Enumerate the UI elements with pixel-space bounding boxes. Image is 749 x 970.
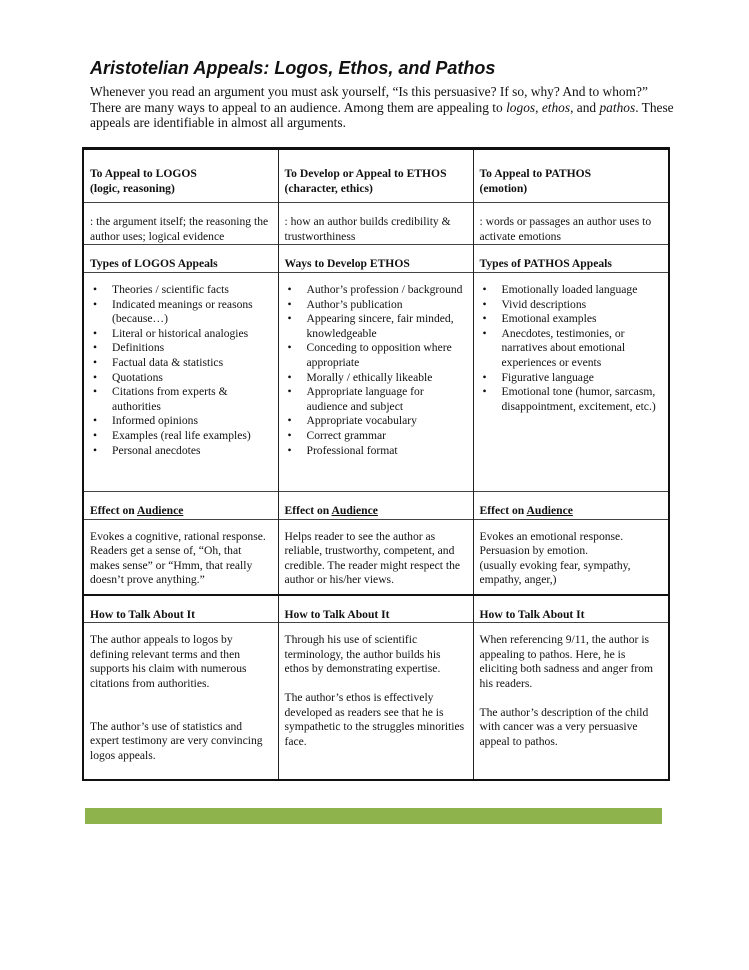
bullet-icon: •: [93, 370, 98, 384]
bullet-icon: •: [93, 297, 98, 311]
list-item-text: Vivid descriptions: [501, 297, 587, 311]
header-title: To Appeal to LOGOS: [90, 167, 197, 180]
talk-example-1: Through his use of scientific terminology, the author builds his ethos by demonstrating expertise.: [284, 633, 441, 676]
list-item-text: Morally / ethically likeable: [306, 370, 433, 384]
effect-text-pathos: Evokes an emotional response. Persuasion by emotion. (usually evoking fear, sympathy, empathy, anger,): [473, 519, 669, 595]
ethos-types-list: [285, 283, 467, 458]
types-list-cell-logos: [83, 272, 278, 491]
list-item-text: Literal or historical analogies: [112, 326, 249, 340]
bullet-icon: •: [482, 297, 487, 311]
bullet-icon: •: [287, 341, 292, 355]
effect-heading-prefix: Effect on: [90, 503, 138, 517]
list-item: [480, 312, 663, 327]
list-item-text: Emotionally loaded language: [501, 282, 638, 296]
list-item: [90, 356, 272, 371]
list-item: [90, 385, 272, 414]
intro-logos: logos: [506, 99, 536, 115]
bullet-icon: •: [93, 341, 98, 355]
list-item-text: Examples (real life examples): [112, 428, 251, 442]
list-item-text: Appropriate vocabulary: [306, 414, 417, 428]
bullet-icon: •: [482, 312, 487, 326]
list-item: [480, 327, 663, 371]
talk-example-1: When referencing 9/11, the author is appealing to pathos. Here, he is eliciting both sadness and anger from his readers.: [479, 633, 654, 690]
effect-heading-row: [83, 491, 669, 519]
types-list-cell-ethos: [278, 272, 473, 491]
talk-example-1: The author appeals to logos by defining relevant terms and then supports his claim with numerous citations from authorities.: [90, 633, 247, 690]
talk-text-pathos: [473, 623, 669, 781]
list-item-text: Emotional tone (humor, sarcasm, disappointment, excitement, etc.): [501, 385, 656, 413]
bullet-icon: •: [482, 385, 487, 399]
list-item-text: Personal anecdotes: [112, 443, 201, 457]
list-item: [480, 283, 663, 298]
list-item: [285, 341, 467, 370]
talk-text-row: [83, 623, 669, 781]
intro-text-4: . These appeals are identifiable in almost all arguments.: [90, 99, 674, 130]
list-item: [90, 298, 272, 327]
list-item-text: Quotations: [112, 370, 163, 384]
list-item-text: Figurative language: [501, 370, 594, 384]
intro-text-3: , and: [570, 99, 600, 115]
definition-row: [83, 203, 669, 245]
footer-bar: [85, 808, 662, 824]
effect-heading-word: Audience: [526, 503, 573, 517]
pathos-types-list: [480, 283, 663, 414]
types-heading-pathos: Types of PATHOS Appeals: [473, 245, 669, 273]
bullet-icon: •: [287, 370, 292, 384]
header-cell-logos: [83, 149, 278, 203]
talk-heading-row: [83, 595, 669, 623]
talk-example-2: The author’s ethos is effectively developed as readers see that he is sympathetic to the struggles minorities face.: [284, 690, 465, 748]
effect-heading-prefix: Effect on: [284, 503, 332, 517]
effect-heading-pathos: [473, 491, 669, 519]
bullet-icon: •: [482, 282, 487, 296]
talk-text-ethos: [278, 623, 473, 781]
bullet-icon: •: [287, 282, 292, 296]
list-item-text: Definitions: [112, 341, 165, 355]
page-title: Aristotelian Appeals: Logos, Ethos, and Pathos: [90, 58, 496, 78]
types-list-cell-pathos: [473, 272, 669, 491]
list-item-text: Informed opinions: [112, 414, 198, 428]
talk-heading-pathos: How to Talk About It: [473, 595, 669, 623]
effect-text-ethos: Helps reader to see the author as reliable, trustworthy, competent, and credible. The reader might respect the author or his/her views.: [278, 519, 473, 595]
list-item-text: Correct grammar: [306, 428, 387, 442]
header-title: To Develop or Appeal to ETHOS: [284, 167, 447, 180]
bullet-icon: •: [287, 414, 292, 428]
list-item: [285, 444, 467, 459]
list-item: [285, 429, 467, 444]
effect-heading-ethos: [278, 491, 473, 519]
bullet-icon: •: [287, 428, 292, 442]
talk-heading-logos: How to Talk About It: [83, 595, 278, 623]
effect-heading-word: Audience: [331, 503, 378, 517]
list-item: [480, 298, 663, 313]
definition-ethos: : how an author builds credibility & trustworthiness: [278, 203, 473, 245]
bullet-icon: •: [93, 428, 98, 442]
intro-text-1: Whenever you read an argument you must ask yourself, “Is this persuasive? If so, why? And to whom?” There are many ways to appeal to an audience. Among them are appealing to: [90, 84, 648, 115]
list-item: [90, 371, 272, 386]
list-item: [480, 371, 663, 386]
bullet-icon: •: [482, 326, 487, 340]
effect-text-row: [83, 519, 669, 595]
list-item-text: Emotional examples: [501, 312, 597, 326]
bullet-icon: •: [287, 443, 292, 457]
effect-text-logos: Evokes a cognitive, rational response. Readers get a sense of, “Oh, that makes sense” or “Hmm, that really doesn’t prove anything.”: [83, 519, 278, 595]
appeals-table: [82, 147, 670, 781]
talk-example-2: The author’s use of statistics and expert testimony are very convincing logos appeals.: [90, 719, 263, 762]
bullet-icon: •: [93, 282, 98, 296]
list-item: [480, 385, 663, 414]
list-item-text: Theories / scientific facts: [112, 282, 229, 296]
list-item: [285, 298, 467, 313]
types-heading-row: [83, 245, 669, 273]
logos-types-list: [90, 283, 272, 458]
header-cell-ethos: [278, 149, 473, 203]
header-title: To Appeal to PATHOS: [479, 167, 592, 180]
list-item-text: Author’s publication: [306, 297, 403, 311]
list-item: [90, 429, 272, 444]
effect-heading-prefix: Effect on: [479, 503, 527, 517]
bullet-icon: •: [287, 297, 292, 311]
list-item: [285, 312, 467, 341]
bullet-icon: •: [93, 385, 98, 399]
list-item-text: Author’s profession / background: [306, 282, 463, 296]
bullet-icon: •: [287, 312, 292, 326]
effect-heading-logos: [83, 491, 278, 519]
list-item-text: Appearing sincere, fair minded, knowledgeable: [306, 312, 454, 340]
list-item-text: Citations from experts & authorities: [112, 385, 228, 413]
bullet-icon: •: [93, 355, 98, 369]
list-item: [285, 414, 467, 429]
intro-paragraph: [90, 84, 680, 131]
types-list-row: [83, 272, 669, 491]
talk-text-logos: [83, 623, 278, 781]
bullet-icon: •: [93, 414, 98, 428]
header-subtitle: (character, ethics): [284, 181, 373, 195]
list-item-text: Factual data & statistics: [112, 355, 224, 369]
list-item-text: Indicated meanings or reasons (because…): [112, 297, 253, 326]
header-subtitle: (logic, reasoning): [90, 181, 175, 195]
list-item: [285, 385, 467, 414]
bullet-icon: •: [93, 326, 98, 340]
header-subtitle: (emotion): [479, 181, 528, 195]
definition-pathos: : words or passages an author uses to activate emotions: [473, 203, 669, 245]
list-item: [90, 283, 272, 298]
list-item: [285, 371, 467, 386]
header-cell-pathos: [473, 149, 669, 203]
list-item: [90, 414, 272, 429]
effect-heading-word: Audience: [137, 503, 184, 517]
list-item-text: Anecdotes, testimonies, or narratives about emotional experiences or events: [501, 326, 626, 369]
list-item-text: Appropriate language for audience and subject: [306, 385, 424, 413]
talk-heading-ethos: How to Talk About It: [278, 595, 473, 623]
intro-text-2: ,: [535, 99, 542, 115]
definition-logos: : the argument itself; the reasoning the author uses; logical evidence: [83, 203, 278, 245]
list-item: [285, 283, 467, 298]
types-heading-ethos: Ways to Develop ETHOS: [278, 245, 473, 273]
bullet-icon: •: [482, 370, 487, 384]
list-item-text: Conceding to opposition where appropriate: [306, 341, 452, 369]
types-heading-logos: Types of LOGOS Appeals: [83, 245, 278, 273]
header-row: [83, 149, 669, 203]
list-item: [90, 444, 272, 459]
list-item: [90, 341, 272, 356]
bullet-icon: •: [287, 385, 292, 399]
talk-example-2: The author’s description of the child with cancer was a very persuasive appeal to pathos.: [479, 705, 649, 748]
bullet-icon: •: [93, 443, 98, 457]
list-item-text: Professional format: [306, 443, 398, 457]
list-item: [90, 327, 272, 342]
intro-ethos: ethos: [541, 99, 571, 115]
intro-pathos: pathos: [599, 99, 636, 115]
